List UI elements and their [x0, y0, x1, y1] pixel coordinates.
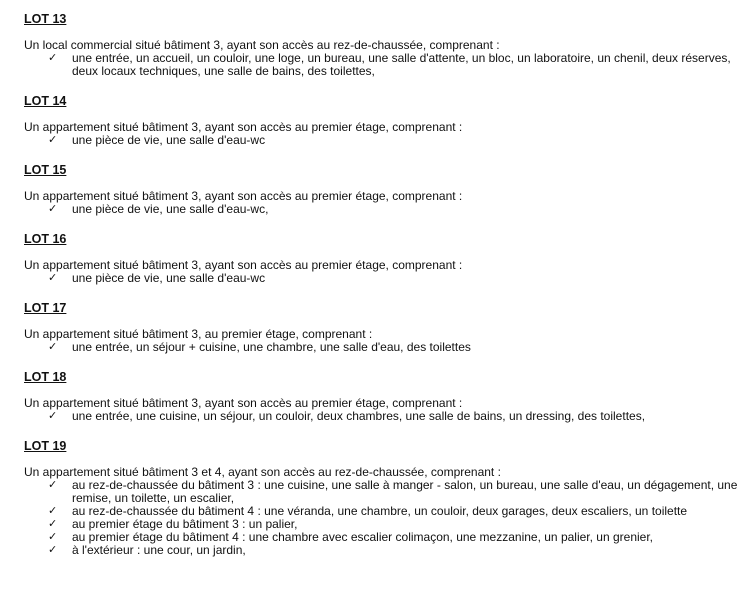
- lot-item-list: [24, 52, 739, 78]
- check-icon: ✓: [48, 479, 58, 491]
- list-item-text: une entrée, un séjour + cuisine, une chambre, une salle d'eau, des toilettes: [72, 340, 471, 354]
- list-item: [24, 479, 739, 505]
- list-item-text: une pièce de vie, une salle d'eau-wc,: [72, 202, 269, 216]
- check-icon: ✓: [48, 203, 58, 215]
- lot-description: Un appartement situé bâtiment 3 et 4, ayant son accès au rez-de-chaussée, comprenant :: [24, 465, 501, 479]
- lot-13: [24, 12, 739, 78]
- list-item: [24, 544, 739, 557]
- lot-title: LOT 18: [24, 370, 67, 384]
- lot-item-list: [24, 272, 739, 285]
- check-icon: ✓: [48, 341, 58, 353]
- lot-16: [24, 232, 739, 285]
- check-icon: ✓: [48, 505, 58, 517]
- lot-title: LOT 14: [24, 94, 67, 108]
- lot-title: LOT 16: [24, 232, 67, 246]
- lot-item-list: [24, 479, 739, 557]
- lot-14: [24, 94, 739, 147]
- check-icon: ✓: [48, 52, 58, 64]
- lot-18: [24, 370, 739, 423]
- list-item: [24, 134, 739, 147]
- lot-description: Un appartement situé bâtiment 3, au premier étage, comprenant :: [24, 327, 373, 341]
- check-icon: ✓: [48, 272, 58, 284]
- lot-title: LOT 17: [24, 301, 67, 315]
- list-item: [24, 410, 739, 423]
- lot-description: Un appartement situé bâtiment 3, ayant son accès au premier étage, comprenant :: [24, 258, 463, 272]
- check-icon: ✓: [48, 544, 58, 556]
- lot-item-list: [24, 134, 739, 147]
- list-item-text: au premier étage du bâtiment 4 : une chambre avec escalier colimaçon, une mezzanine, un palier, un grenier,: [72, 530, 654, 544]
- list-item-text: une entrée, une cuisine, un séjour, un couloir, deux chambres, une salle de bains, un dressing, des toilettes,: [72, 409, 646, 423]
- list-item-text: au rez-de-chaussée du bâtiment 4 : une véranda, une chambre, un couloir, deux garages, deux escaliers, un toilette: [72, 504, 688, 518]
- lot-item-list: [24, 341, 739, 354]
- list-item-text: à l'extérieur : une cour, un jardin,: [72, 543, 246, 557]
- lot-title: LOT 13: [24, 12, 67, 26]
- lot-title: LOT 15: [24, 163, 67, 177]
- lot-description: Un local commercial situé bâtiment 3, ayant son accès au rez-de-chaussée, comprenant :: [24, 38, 500, 52]
- list-item: [24, 272, 739, 285]
- check-icon: ✓: [48, 410, 58, 422]
- list-item: [24, 203, 739, 216]
- lot-item-list: [24, 203, 739, 216]
- lot-item-list: [24, 410, 739, 423]
- list-item-text: une pièce de vie, une salle d'eau-wc: [72, 133, 266, 147]
- lot-title: LOT 19: [24, 439, 67, 453]
- check-icon: ✓: [48, 518, 58, 530]
- check-icon: ✓: [48, 134, 58, 146]
- list-item: [24, 341, 739, 354]
- lot-description: Un appartement situé bâtiment 3, ayant son accès au premier étage, comprenant :: [24, 189, 463, 203]
- lot-description: Un appartement situé bâtiment 3, ayant son accès au premier étage, comprenant :: [24, 120, 463, 134]
- list-item-text: une entrée, un accueil, un couloir, une loge, un bureau, une salle d'attente, un bloc, un laboratoire, un chenil, deux réserves, deux locaux techniques, une salle de bains, des toilettes,: [72, 51, 731, 78]
- lot-19: [24, 439, 739, 557]
- lot-description: Un appartement situé bâtiment 3, ayant son accès au premier étage, comprenant :: [24, 396, 463, 410]
- list-item-text: au premier étage du bâtiment 3 : un palier,: [72, 517, 298, 531]
- list-item-text: une pièce de vie, une salle d'eau-wc: [72, 271, 266, 285]
- list-item: [24, 52, 739, 78]
- lot-17: [24, 301, 739, 354]
- check-icon: ✓: [48, 531, 58, 543]
- lot-15: [24, 163, 739, 216]
- list-item-text: au rez-de-chaussée du bâtiment 3 : une cuisine, une salle à manger - salon, un bureau, une salle d'eau, un dégagement, une remise, un toilette, un escalier,: [72, 478, 738, 505]
